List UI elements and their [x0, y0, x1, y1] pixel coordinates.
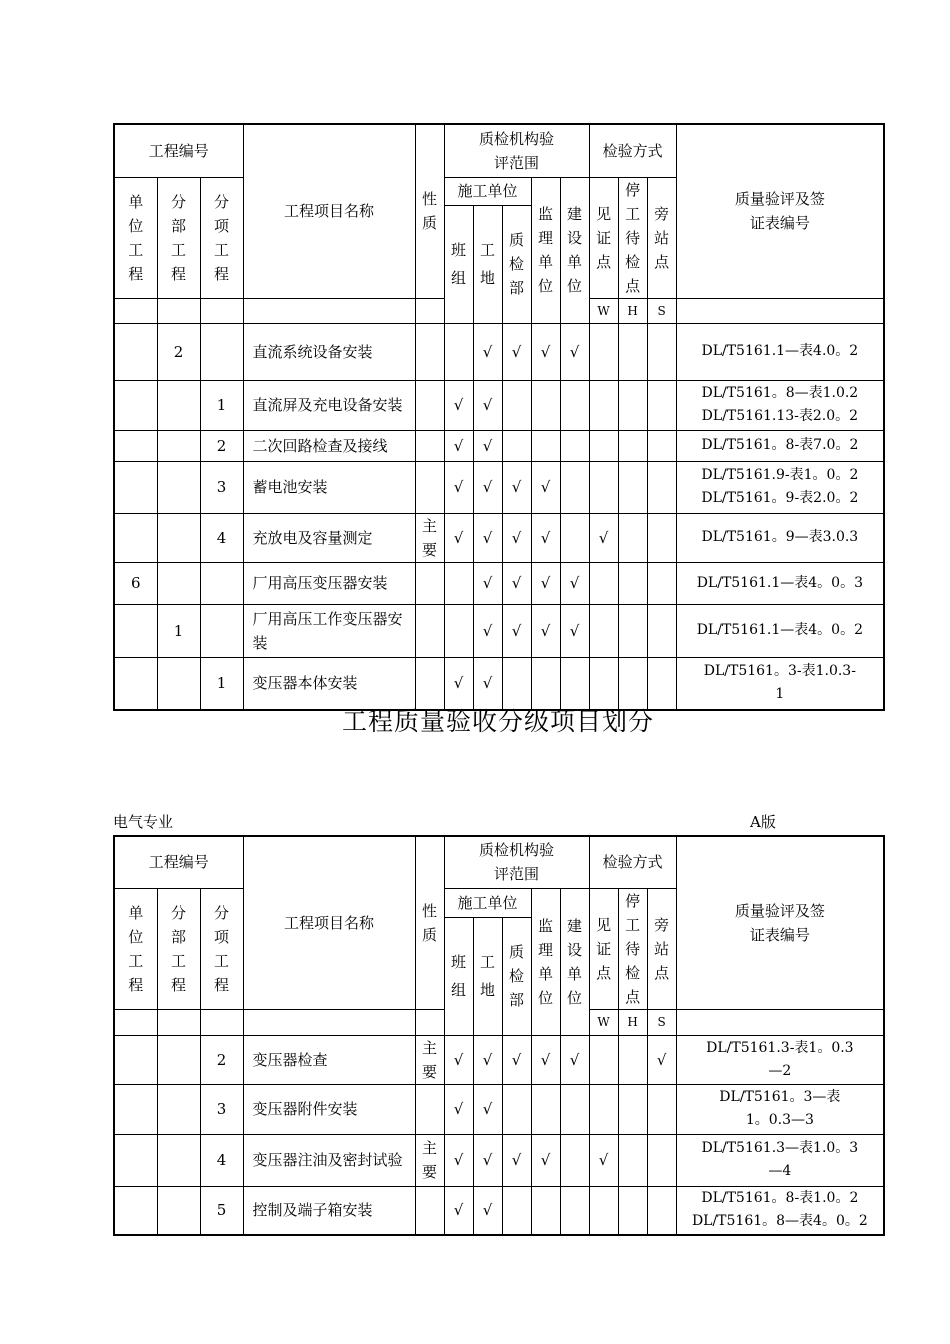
form-no-line-1: DL/T5161。3—表	[719, 1089, 841, 1105]
form-no-line-1: DL/T5161.1—表4。0。3	[696, 574, 863, 591]
cell-qc: √	[502, 562, 531, 604]
table-row	[114, 430, 884, 461]
cell-s	[647, 1186, 676, 1235]
site-header: 工地	[473, 205, 502, 323]
table-row	[114, 513, 884, 562]
cell-own: √	[560, 1035, 589, 1084]
supervision-header: 监理单位	[531, 888, 560, 1035]
witness-header: 见证点	[589, 177, 618, 298]
cell-form-no	[676, 1134, 884, 1186]
cell-team: √	[444, 1134, 473, 1186]
cell-sup	[531, 430, 560, 461]
form-no-line-1: DL/T5161。8-表7.0。2	[701, 437, 859, 453]
construction-unit-header: 施工单位	[444, 888, 531, 917]
cell-team: √	[444, 430, 473, 461]
h-header: H	[618, 1009, 647, 1035]
cell-qc: √	[502, 1134, 531, 1186]
table-row	[114, 604, 884, 657]
cell-s	[647, 604, 676, 657]
cell-item: 4	[200, 1134, 243, 1186]
cell-h	[618, 1084, 647, 1134]
cell-sup: √	[531, 1134, 560, 1186]
cell-unit: 6	[114, 562, 157, 604]
cell-item: 1	[200, 657, 243, 710]
cell-site: √	[473, 562, 502, 604]
cell-form-no	[676, 513, 884, 562]
cell-sup	[531, 1186, 560, 1235]
cell-w: √	[589, 513, 618, 562]
cell-own	[560, 380, 589, 430]
owner-header: 建设单位	[560, 888, 589, 1035]
cell-team: √	[444, 1035, 473, 1084]
cell-w	[589, 430, 618, 461]
cell-qc: √	[502, 604, 531, 657]
cell-qc	[502, 380, 531, 430]
cell-item: 4	[200, 513, 243, 562]
cell-item	[200, 562, 243, 604]
cell-unit	[114, 513, 157, 562]
project-no-header: 工程编号	[114, 124, 243, 177]
header-spacer	[157, 298, 200, 323]
header-spacer	[415, 298, 444, 323]
cell-w	[589, 562, 618, 604]
cell-h	[618, 1035, 647, 1084]
cell-h	[618, 1186, 647, 1235]
cell-name: 充放电及容量测定	[243, 513, 415, 562]
header-spacer	[415, 1009, 444, 1035]
cell-nature	[415, 380, 444, 430]
header-spacer	[114, 298, 157, 323]
s-header: S	[647, 1009, 676, 1035]
form-no-line-1: DL/T5161.3—表1.0。3	[701, 1140, 859, 1156]
cell-team	[444, 323, 473, 380]
cell-unit	[114, 1134, 157, 1186]
h-header: H	[618, 298, 647, 323]
cell-team: √	[444, 380, 473, 430]
cell-sup: √	[531, 461, 560, 513]
side-header: 旁站点	[647, 888, 676, 1009]
cell-name: 变压器附件安装	[243, 1084, 415, 1134]
cell-name: 直流系统设备安装	[243, 323, 415, 380]
cell-h	[618, 513, 647, 562]
cell-name: 二次回路检查及接线	[243, 430, 415, 461]
unit-project-header: 单位工程	[114, 888, 157, 1009]
form-no-line-1: DL/T5161.9-表1。0。2	[701, 467, 859, 483]
inspection-mode-header: 检验方式	[589, 836, 676, 888]
cell-own	[560, 1084, 589, 1134]
cell-nature	[415, 430, 444, 461]
item-project-header: 分项工程	[200, 888, 243, 1009]
table-row	[114, 323, 884, 380]
cell-sup: √	[531, 323, 560, 380]
cell-unit	[114, 461, 157, 513]
cell-nature	[415, 461, 444, 513]
cell-team: √	[444, 513, 473, 562]
cell-div	[157, 1035, 200, 1084]
project-name-header: 工程项目名称	[243, 836, 415, 1009]
table-header	[114, 836, 884, 1035]
cell-h	[618, 562, 647, 604]
side-header: 旁站点	[647, 177, 676, 298]
form-no-line-1: DL/T5161。8-表1.0。2	[701, 1190, 859, 1207]
cell-site: √	[473, 1134, 502, 1186]
division-project-header: 分部工程	[157, 177, 200, 298]
version-label: A版	[750, 813, 776, 831]
cell-own	[560, 1134, 589, 1186]
qc-org-header: 质检机构验评范围	[444, 124, 589, 177]
cell-own	[560, 1186, 589, 1235]
project-name-header: 工程项目名称	[243, 124, 415, 298]
cell-form-no	[676, 562, 884, 604]
site-header: 工地	[473, 917, 502, 1035]
cell-h	[618, 430, 647, 461]
cell-s	[647, 562, 676, 604]
cell-s	[647, 380, 676, 430]
cell-w	[589, 604, 618, 657]
table-header	[114, 124, 884, 323]
cell-w	[589, 1084, 618, 1134]
form-no-header: 质量验评及签证表编号	[676, 836, 884, 1009]
qc-dept-header: 质检部	[502, 917, 531, 1035]
cell-sup: √	[531, 562, 560, 604]
w-header: W	[589, 1009, 618, 1035]
inspection-mode-header: 检验方式	[589, 124, 676, 177]
cell-form-no	[676, 461, 884, 513]
cell-item: 5	[200, 1186, 243, 1235]
table-row	[114, 1035, 884, 1084]
cell-name: 变压器本体安装	[243, 657, 415, 710]
cell-item: 2	[200, 430, 243, 461]
header-spacer	[676, 1009, 884, 1035]
cell-qc: √	[502, 461, 531, 513]
cell-s	[647, 430, 676, 461]
cell-site: √	[473, 513, 502, 562]
cell-sup	[531, 1084, 560, 1134]
cell-w: √	[589, 1134, 618, 1186]
cell-qc: √	[502, 1035, 531, 1084]
cell-h	[618, 604, 647, 657]
form-no-line-1: DL/T5161。3-表1.0.3-	[703, 663, 856, 680]
cell-site: √	[473, 380, 502, 430]
table-row	[114, 1134, 884, 1186]
cell-div	[157, 513, 200, 562]
header-spacer	[243, 1009, 415, 1035]
cell-div	[157, 1134, 200, 1186]
cell-div: 1	[157, 604, 200, 657]
witness-header: 见证点	[589, 888, 618, 1009]
cell-nature	[415, 1186, 444, 1235]
header-spacer	[200, 298, 243, 323]
hold-header: 停工待检点	[618, 177, 647, 298]
quality-table-1	[113, 123, 885, 711]
cell-form-no	[676, 430, 884, 461]
cell-w	[589, 323, 618, 380]
hold-header: 停工待检点	[618, 888, 647, 1009]
cell-w	[589, 380, 618, 430]
item-project-header: 分项工程	[200, 177, 243, 298]
cell-div	[157, 380, 200, 430]
cell-team: √	[444, 1084, 473, 1134]
cell-item: 1	[200, 380, 243, 430]
cell-site: √	[473, 604, 502, 657]
supervision-header: 监理单位	[531, 177, 560, 323]
unit-project-header: 单位工程	[114, 177, 157, 298]
construction-unit-header: 施工单位	[444, 177, 531, 205]
form-no-line-2: 1	[775, 686, 785, 703]
table-body-1	[114, 323, 884, 710]
cell-w	[589, 461, 618, 513]
cell-w	[589, 1186, 618, 1235]
cell-form-no	[676, 1084, 884, 1134]
cell-div	[157, 461, 200, 513]
cell-name: 蓄电池安装	[243, 461, 415, 513]
form-no-line-2: DL/T5161。9-表2.0。2	[701, 490, 859, 506]
cell-div	[157, 1186, 200, 1235]
cell-qc: √	[502, 323, 531, 380]
w-header: W	[589, 298, 618, 323]
header-spacer	[676, 298, 884, 323]
cell-div	[157, 430, 200, 461]
form-no-line-2: DL/T5161。8—表4。0。2	[691, 1213, 868, 1230]
table-body-2	[114, 1035, 884, 1235]
cell-site: √	[473, 657, 502, 710]
form-no-line-1: DL/T5161.1—表4.0。2	[701, 343, 859, 359]
cell-nature	[415, 323, 444, 380]
header-spacer	[157, 1009, 200, 1035]
cell-sup: √	[531, 513, 560, 562]
table-row	[114, 1084, 884, 1134]
cell-qc	[502, 430, 531, 461]
form-no-line-1: DL/T5161。8—表1.0.2	[701, 385, 859, 401]
nature-header: 性质	[415, 124, 444, 298]
cell-s	[647, 461, 676, 513]
table-row	[114, 562, 884, 604]
table-row	[114, 461, 884, 513]
cell-site: √	[473, 1186, 502, 1235]
cell-nature: 主要	[415, 513, 444, 562]
nature-header: 性质	[415, 836, 444, 1009]
cell-form-no	[676, 323, 884, 380]
cell-nature	[415, 1084, 444, 1134]
cell-unit	[114, 430, 157, 461]
cell-nature	[415, 562, 444, 604]
cell-name: 厂用高压变压器安装	[243, 562, 415, 604]
header-spacer	[243, 298, 415, 323]
cell-qc: √	[502, 513, 531, 562]
cell-unit	[114, 1186, 157, 1235]
cell-nature: 主要	[415, 1035, 444, 1084]
cell-item: 3	[200, 1084, 243, 1134]
cell-qc	[502, 1186, 531, 1235]
cell-name: 厂用高压工作变压器安装	[243, 604, 415, 657]
form-no-header: 质量验评及签证表编号	[676, 124, 884, 298]
cell-site: √	[473, 1035, 502, 1084]
cell-own	[560, 513, 589, 562]
cell-site: √	[473, 1084, 502, 1134]
cell-sup: √	[531, 1035, 560, 1084]
cell-nature	[415, 604, 444, 657]
cell-div	[157, 562, 200, 604]
cell-unit	[114, 380, 157, 430]
cell-team: √	[444, 461, 473, 513]
s-header: S	[647, 298, 676, 323]
cell-h	[618, 323, 647, 380]
cell-team	[444, 562, 473, 604]
cell-team	[444, 604, 473, 657]
cell-div	[157, 1084, 200, 1134]
cell-form-no	[676, 1186, 884, 1235]
cell-nature: 主要	[415, 1134, 444, 1186]
cell-site: √	[473, 430, 502, 461]
cell-form-no	[676, 604, 884, 657]
form-no-line-1: DL/T5161.3-表1。0.3	[706, 1039, 854, 1056]
cell-unit	[114, 323, 157, 380]
cell-h	[618, 380, 647, 430]
cell-w	[589, 1035, 618, 1084]
qc-dept-header: 质检部	[502, 205, 531, 323]
cell-sup	[531, 380, 560, 430]
form-no-line-1: DL/T5161.1—表4。0。2	[696, 622, 863, 638]
division-project-header: 分部工程	[157, 888, 200, 1009]
qc-org-header: 质检机构验评范围	[444, 836, 589, 888]
cell-own: √	[560, 323, 589, 380]
cell-s	[647, 1134, 676, 1186]
cell-item: 3	[200, 461, 243, 513]
quality-table-2	[113, 835, 885, 1236]
header-spacer	[114, 1009, 157, 1035]
cell-s	[647, 323, 676, 380]
cell-name: 变压器检查	[243, 1035, 415, 1084]
cell-form-no	[676, 380, 884, 430]
cell-team: √	[444, 657, 473, 710]
header-spacer	[200, 1009, 243, 1035]
project-no-header: 工程编号	[114, 836, 243, 888]
form-no-line-1: DL/T5161。9—表3.0.3	[701, 529, 859, 545]
cell-s: √	[647, 1035, 676, 1084]
cell-name: 变压器注油及密封试验	[243, 1134, 415, 1186]
cell-div: 2	[157, 323, 200, 380]
cell-team: √	[444, 1186, 473, 1235]
cell-sup: √	[531, 604, 560, 657]
cell-unit	[114, 1035, 157, 1084]
cell-name: 控制及端子箱安装	[243, 1186, 415, 1235]
cell-s	[647, 513, 676, 562]
cell-site: √	[473, 323, 502, 380]
cell-item	[200, 323, 243, 380]
cell-own: √	[560, 562, 589, 604]
cell-item	[200, 604, 243, 657]
cell-h	[618, 461, 647, 513]
form-no-line-2: —4	[768, 1163, 792, 1179]
team-header: 班组	[444, 205, 473, 323]
cell-own	[560, 461, 589, 513]
form-no-line-2: DL/T5161.13-表2.0。2	[701, 408, 859, 424]
cell-qc	[502, 1084, 531, 1134]
form-no-line-2: 1。0.3—3	[745, 1112, 814, 1128]
cell-form-no	[676, 1035, 884, 1084]
cell-h	[618, 1134, 647, 1186]
table-row	[114, 1186, 884, 1235]
cell-own: √	[560, 604, 589, 657]
owner-header: 建设单位	[560, 177, 589, 323]
form-no-line-2: —2	[768, 1062, 792, 1079]
cell-item: 2	[200, 1035, 243, 1084]
document-title: 工程质量验收分级项目划分	[341, 707, 654, 736]
cell-unit	[114, 604, 157, 657]
cell-name: 直流屏及充电设备安装	[243, 380, 415, 430]
cell-own	[560, 430, 589, 461]
table-row	[114, 380, 884, 430]
cell-site: √	[473, 461, 502, 513]
cell-s	[647, 1084, 676, 1134]
cell-unit	[114, 1084, 157, 1134]
discipline-label: 电气专业	[113, 813, 174, 831]
team-header: 班组	[444, 917, 473, 1035]
